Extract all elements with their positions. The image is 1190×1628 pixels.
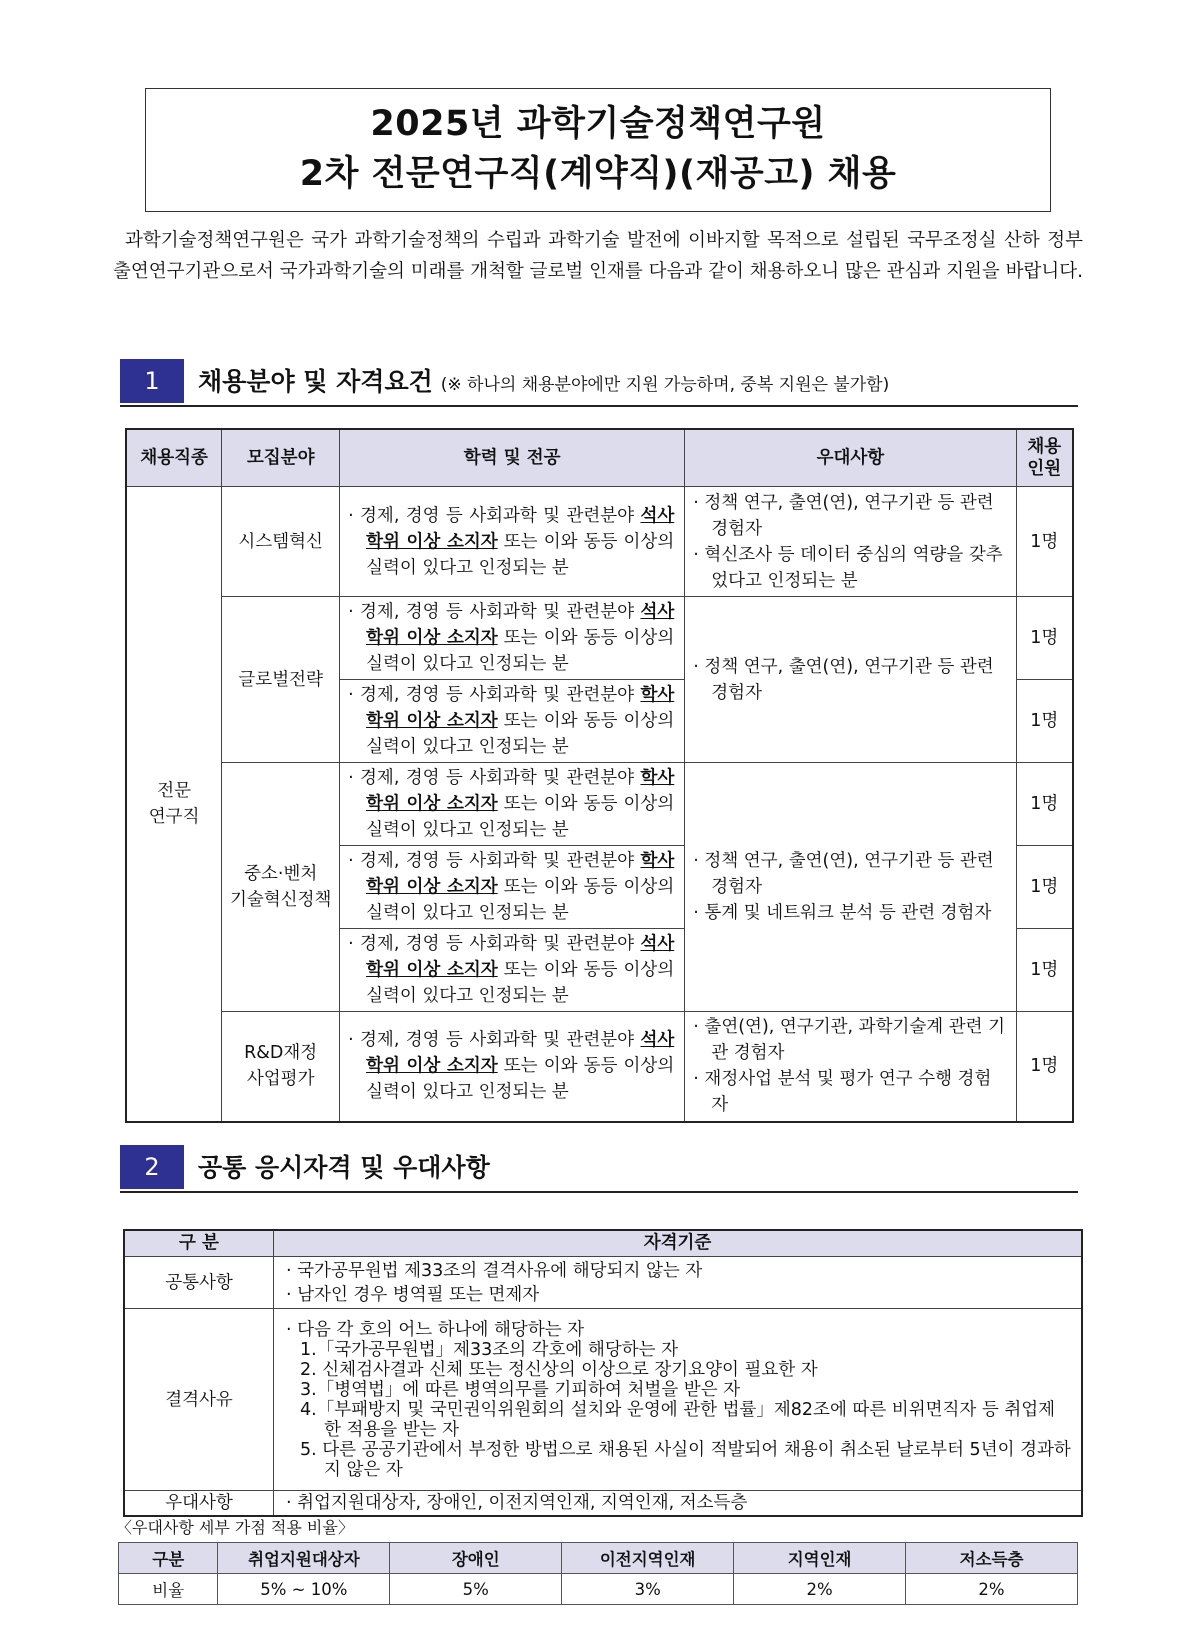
page-title-line2: 2차 전문연구직(계약직)(재공고) 채용 [299,154,897,194]
preference: · 정책 연구, 출연(연), 연구기관 등 관련 경험자 · 통계 및 네트워크 분석 등 관련 경험자 [685,763,1016,1012]
table-row [124,1257,1082,1309]
section-note: (※ 하나의 채용분야에만 지원 가능하며, 중복 지원은 불가함) [440,375,890,395]
col-header: 장애인 [390,1543,562,1574]
title-box [145,88,1051,212]
col-header: 저소득층 [906,1543,1078,1574]
qualification: · 경제, 경영 등 사회과학 및 관련분야 석사학위 이상 소지자 또는 이와 동등 이상의 실력이 있다고 인정되는 분 [340,929,685,1012]
headcount: 1명 [1016,763,1073,846]
section-number: 2 [120,1145,184,1189]
section-1-header [120,359,1078,407]
preference: · 출연(연), 연구기관, 과학기술계 관련 기관 경험자 · 재정사업 분석 및 평가 연구 수행 경험자 [685,1012,1016,1122]
table-cell: 3% [562,1574,734,1605]
qualification: · 경제, 경영 등 사회과학 및 관련분야 학사학위 이상 소지자 또는 이와 동등 이상의 실력이 있다고 인정되는 분 [340,680,685,763]
headcount: 1명 [1016,597,1073,680]
recruitment-table [125,428,1074,1123]
table-row [126,763,1073,846]
col-header: 구 분 [124,1230,274,1257]
page-title-line1: 2025년 과학기술정책연구원 [370,104,826,144]
field-name: 글로벌전략 [222,597,340,763]
table-cell: 5% [390,1574,562,1605]
table-row [126,1012,1073,1122]
bonus-rate-table [118,1542,1078,1605]
table-cell: 비율 [119,1574,218,1605]
preference: · 정책 연구, 출연(연), 연구기관 등 관련 경험자 · 혁신조사 등 데이터 중심의 역량을 갖추었다고 인정되는 분 [685,487,1016,597]
col-header: 자격기준 [274,1230,1083,1257]
table-row [126,597,1073,680]
col-header: 학력 및 전공 [340,429,685,487]
row-content: · 취업지원대상자, 장애인, 이전지역인재, 지역인재, 저소득층 [274,1491,1083,1517]
col-header: 채용 인원 [1016,429,1073,487]
table-header-row [124,1230,1082,1257]
table-header-row [119,1543,1078,1574]
section-number: 1 [120,359,184,403]
row-label: 공통사항 [124,1257,274,1309]
table-row [124,1309,1082,1491]
field-name: R&D재정 사업평가 [222,1012,340,1122]
row-content: · 국가공무원법 제33조의 결격사유에 해당되지 않는 자 · 남자인 경우 병역필 또는 면제자 [274,1257,1083,1309]
col-header: 모집분야 [222,429,340,487]
job-type: 전문 연구직 [126,487,222,1122]
headcount: 1명 [1016,929,1073,1012]
intro-paragraph: 과학기술정책연구원은 국가 과학기술정책의 수립과 과학기술 발전에 이바지할 목적으로 설립된 국무조정실 산하 정부출연연구기관으로서 국가과학기술의 미래를 개척할 글로벌 인재를 다음과 같이 채용하오니 많은 관심과 지원을 바랍니다. [113,230,1084,282]
preference: · 정책 연구, 출연(연), 연구기관 등 관련 경험자 [685,597,1016,763]
qualification: · 경제, 경영 등 사회과학 및 관련분야 석사학위 이상 소지자 또는 이와 동등 이상의 실력이 있다고 인정되는 분 [340,597,685,680]
table-cell: 2% [734,1574,906,1605]
field-name: 중소·벤처 기술혁신정책 [222,763,340,1012]
col-header: 취업지원대상자 [218,1543,390,1574]
table-cell: 5% ~ 10% [218,1574,390,1605]
headcount: 1명 [1016,1012,1073,1122]
headcount: 1명 [1016,487,1073,597]
field-name: 시스템혁신 [222,487,340,597]
row-label: 결격사유 [124,1309,274,1491]
col-header: 구분 [119,1543,218,1574]
row-label: 우대사항 [124,1491,274,1517]
col-header: 지역인재 [734,1543,906,1574]
common-qualification-table [123,1229,1083,1517]
qualification: · 경제, 경영 등 사회과학 및 관련분야 학사학위 이상 소지자 또는 이와 동등 이상의 실력이 있다고 인정되는 분 [340,763,685,846]
qualification: · 경제, 경영 등 사회과학 및 관련분야 석사학위 이상 소지자 또는 이와 동등 이상의 실력이 있다고 인정되는 분 [340,487,685,597]
col-header: 채용직종 [126,429,222,487]
preference-caption: 〈우대사항 세부 가점 적용 비율〉 [116,1518,354,1537]
table-row [119,1574,1078,1605]
col-header: 우대사항 [685,429,1016,487]
section-title: 채용분야 및 자격요건 (※ 하나의 채용분야에만 지원 가능하며, 중복 지원은 불가함) [198,367,890,396]
table-row [126,487,1073,597]
qualification: · 경제, 경영 등 사회과학 및 관련분야 학사학위 이상 소지자 또는 이와 동등 이상의 실력이 있다고 인정되는 분 [340,846,685,929]
section-title: 공통 응시자격 및 우대사항 [198,1153,490,1182]
qualification: · 경제, 경영 등 사회과학 및 관련분야 석사학위 이상 소지자 또는 이와 동등 이상의 실력이 있다고 인정되는 분 [340,1012,685,1122]
headcount: 1명 [1016,680,1073,763]
table-row [124,1491,1082,1517]
table-cell: 2% [906,1574,1078,1605]
section-2-header [120,1145,1078,1193]
row-content: · 다음 각 호의 어느 하나에 해당하는 자 1.「국가공무원법」제33조의 각호에 해당하는 자 2. 신체검사결과 신체 또는 정신상의 이상으로 장기요양이 필요한 자 3.「병역법」에 따른 병역의무를 기피하여 처벌을 받은 자 4.「부패방지 및 국민권익위원회의 설치와 운영에 관한 법률」제82조에 따른 비위면직자 등 취업제한 적용을 받는 자 5. 다른 공공기관에서 부정한 방법으로 채용된 사실이 적발되어 채용이 취소된 날로부터 5년이 경과하지 않은 자 [274,1309,1083,1491]
col-header: 이전지역인재 [562,1543,734,1574]
table-header-row [126,429,1073,487]
headcount: 1명 [1016,846,1073,929]
